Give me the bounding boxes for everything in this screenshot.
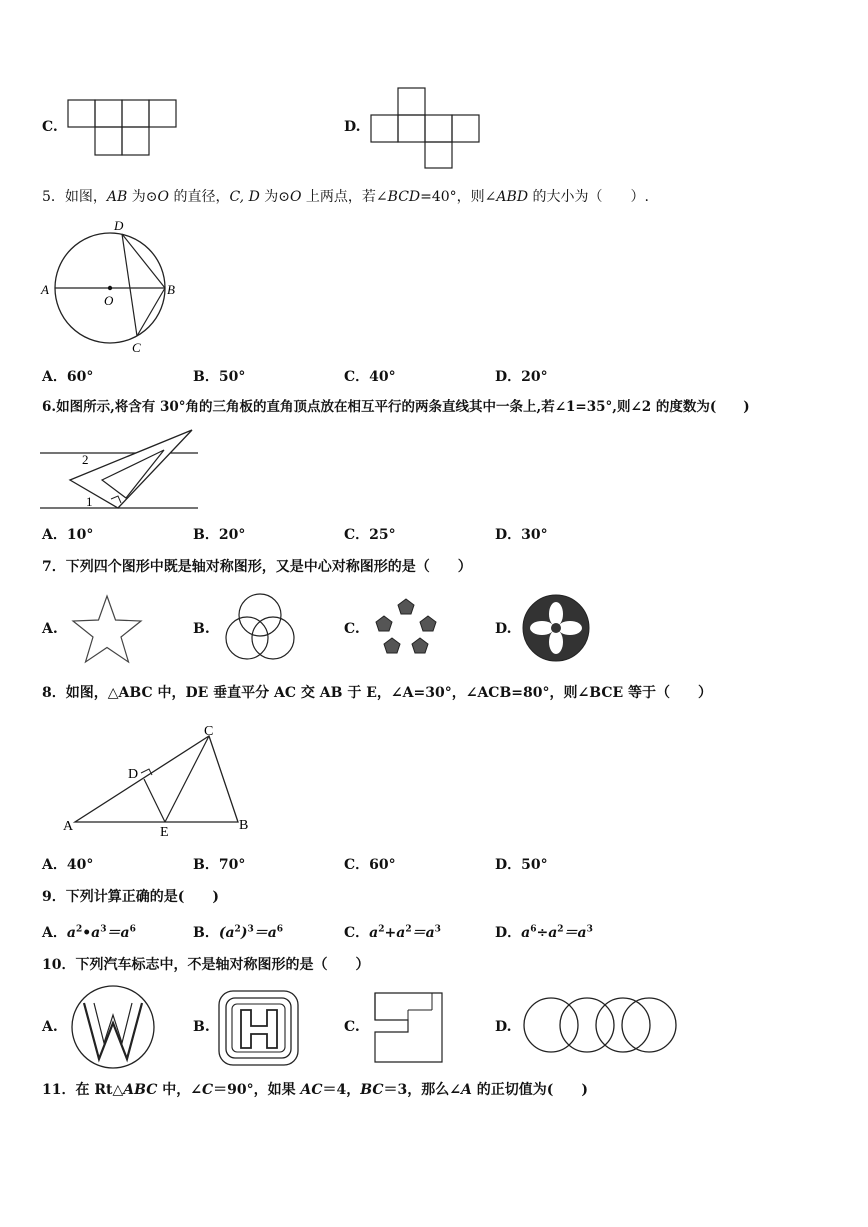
q9-option-a[interactable]: A．$a^2•a^3=a^6$	[42, 924, 136, 941]
q5-label-d: D	[114, 218, 124, 233]
q10-option-b-label[interactable]: B.	[193, 1019, 210, 1035]
q10-text: 10．下列汽车标志中，不是轴对称图形的是（ ）	[42, 957, 370, 973]
q4-option-c-label: C.	[42, 119, 58, 135]
q4-option-d-label: D.	[344, 119, 361, 135]
q10-four-rings-logo-figure	[520, 994, 680, 1056]
q8-label-c: C	[204, 724, 214, 739]
q10-s-shape-logo-figure	[372, 990, 446, 1064]
q10-w-logo-figure	[66, 985, 160, 1069]
q8-label-b: B	[239, 818, 249, 833]
q4-option-c-net-figure	[66, 98, 178, 158]
q6-option-c[interactable]: C．25°	[344, 527, 396, 543]
q9-option-c[interactable]: C．$a^2+a^2=a^3$	[344, 924, 441, 941]
q6-text: 6.如图所示,将含有 30°角的三角板的直角顶点放在相互平行的两条直线其中一条上,若∠1=35°,则∠2 的度数为( )	[42, 399, 750, 415]
q10-option-c-label[interactable]: C.	[344, 1019, 360, 1035]
q7-option-a-label[interactable]: A.	[42, 621, 58, 637]
q6-option-d[interactable]: D．30°	[495, 527, 548, 543]
q8-option-c[interactable]: C．60°	[344, 857, 396, 873]
q7-option-d-label[interactable]: D.	[495, 621, 512, 637]
q5-circle-figure	[36, 214, 186, 356]
q8-label-e: E	[160, 825, 169, 838]
q7-option-b-label[interactable]: B.	[193, 621, 210, 637]
q6-option-b[interactable]: B．20°	[193, 527, 246, 543]
q5-option-a[interactable]: A．60°	[42, 369, 94, 385]
q5-label-o: O	[104, 293, 114, 308]
q8-label-d: D	[128, 767, 139, 782]
q8-text: 8．如图，△ABC 中，DE 垂直平分 AC 交 AB 于 E，∠A=30°，∠ACB=80°，则∠BCE 等于（ ）	[42, 685, 713, 701]
q8-label-a: A	[63, 819, 74, 834]
q9-option-d[interactable]: D．$a^6\div a^2=a^3$	[495, 924, 593, 941]
q9-option-b[interactable]: B．$(a^2)^3=a^6$	[193, 924, 284, 941]
q7-circle-petals-figure	[520, 592, 592, 664]
q5-option-b[interactable]: B．50°	[193, 369, 246, 385]
q8-triangle-figure	[60, 724, 260, 838]
q5-option-c[interactable]: C．40°	[344, 369, 396, 385]
q6-option-a[interactable]: A．10°	[42, 527, 94, 543]
q6-label-1: 1	[86, 494, 93, 509]
q10-h-logo-figure	[217, 988, 301, 1068]
q5-label-b: B	[167, 282, 175, 297]
q7-text: 7．下列四个图形中既是轴对称图形，又是中心对称图形的是（ ）	[42, 559, 472, 575]
q9-text: 9．下列计算正确的是( )	[42, 889, 219, 905]
q7-pentagons-figure	[370, 594, 442, 662]
q5-option-d[interactable]: D．20°	[495, 369, 548, 385]
q8-option-d[interactable]: D．50°	[495, 857, 548, 873]
q11-text: 11．在 Rt△ABC 中，∠C＝90°，如果 AC＝4，BC＝3，那么∠A 的正切值为( )	[42, 1082, 588, 1098]
q10-option-d-label[interactable]: D.	[495, 1019, 512, 1035]
q5-label-a: A	[41, 282, 49, 297]
q8-option-a[interactable]: A．40°	[42, 857, 94, 873]
q7-star-figure	[66, 592, 148, 666]
q6-triangle-ruler-figure	[40, 426, 202, 514]
q4-option-d-net-figure	[369, 86, 481, 170]
q5-label-c: C	[132, 340, 141, 355]
q5-text: 5．如图，AB 为⊙O 的直径，C, D 为⊙O 上两点，若∠BCD=40°，则∠ABD 的大小为（ ）.	[42, 189, 649, 205]
q10-option-a-label[interactable]: A.	[42, 1019, 58, 1035]
q8-option-b[interactable]: B．70°	[193, 857, 246, 873]
q7-three-circles-figure	[217, 590, 303, 666]
q6-label-2: 2	[82, 452, 89, 467]
q7-option-c-label[interactable]: C.	[344, 621, 360, 637]
